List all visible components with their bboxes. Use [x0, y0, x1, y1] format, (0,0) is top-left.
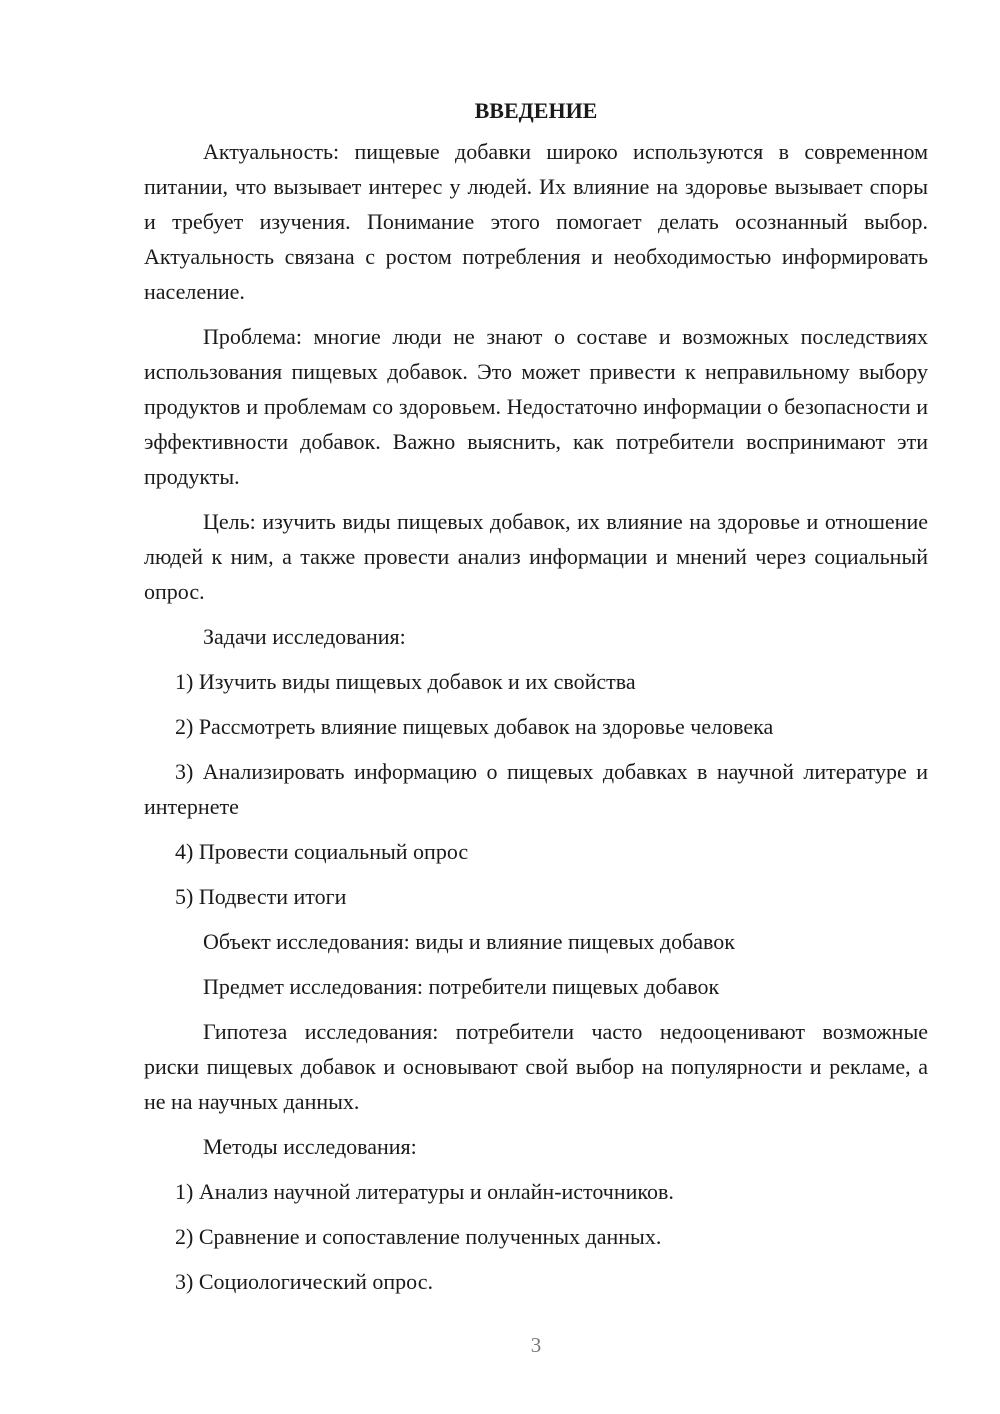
section-title: ВВЕДЕНИЕ — [474, 98, 598, 123]
problem-paragraph: Проблема: многие люди не знают о составе и возможных последствиях использования пищевых добавок. Это может привести к неправильному выбору продуктов и проблемам со здоровьем. Недостаточно информации о безопасности и эффективности добавок. Важно выяснить, как потребители воспринимают эти продукты. — [144, 324, 928, 489]
method-item: 3) Социологический опрос. — [175, 1269, 433, 1294]
goal-paragraph: Цель: изучить виды пищевых добавок, их влияние на здоровье и отношение людей к ним, а также провести анализ информации и мнений через социальный опрос. — [144, 509, 928, 604]
method-item: 1) Анализ научной литературы и онлайн-источников. — [175, 1179, 674, 1204]
subject-line: Предмет исследования: потребители пищевых добавок — [203, 974, 720, 999]
hypothesis-paragraph: Гипотеза исследования: потребители часто недооценивают возможные риски пищевых добавок и основывают свой выбор на популярности и рекламе, а не на научных данных. — [144, 1019, 928, 1114]
page-number: 3 — [530, 1333, 542, 1357]
task-item: 2) Рассмотреть влияние пищевых добавок на здоровье человека — [175, 714, 774, 739]
methods-heading: Методы исследования: — [203, 1134, 417, 1159]
task-item: 3) Анализировать информацию о пищевых добавках в научной литературе и интернете — [144, 759, 928, 819]
object-line: Объект исследования: виды и влияние пищевых добавок — [203, 929, 735, 954]
task-item: 1) Изучить виды пищевых добавок и их свойства — [175, 669, 636, 694]
task-item: 4) Провести социальный опрос — [175, 839, 469, 864]
task-item: 5) Подвести итоги — [175, 884, 347, 909]
page-content — [144, 96, 928, 1309]
method-item: 2) Сравнение и сопоставление полученных данных. — [175, 1224, 662, 1249]
tasks-heading: Задачи исследования: — [203, 624, 406, 649]
relevance-paragraph: Актуальность: пищевые добавки широко используются в современном питании, что вызывает интерес у людей. Их влияние на здоровье вызывает споры и требует изучения. Понимание этого помогает делать осознанный выбор. Актуальность связана с ростом потребления и необходимостью информировать население. — [144, 139, 928, 304]
